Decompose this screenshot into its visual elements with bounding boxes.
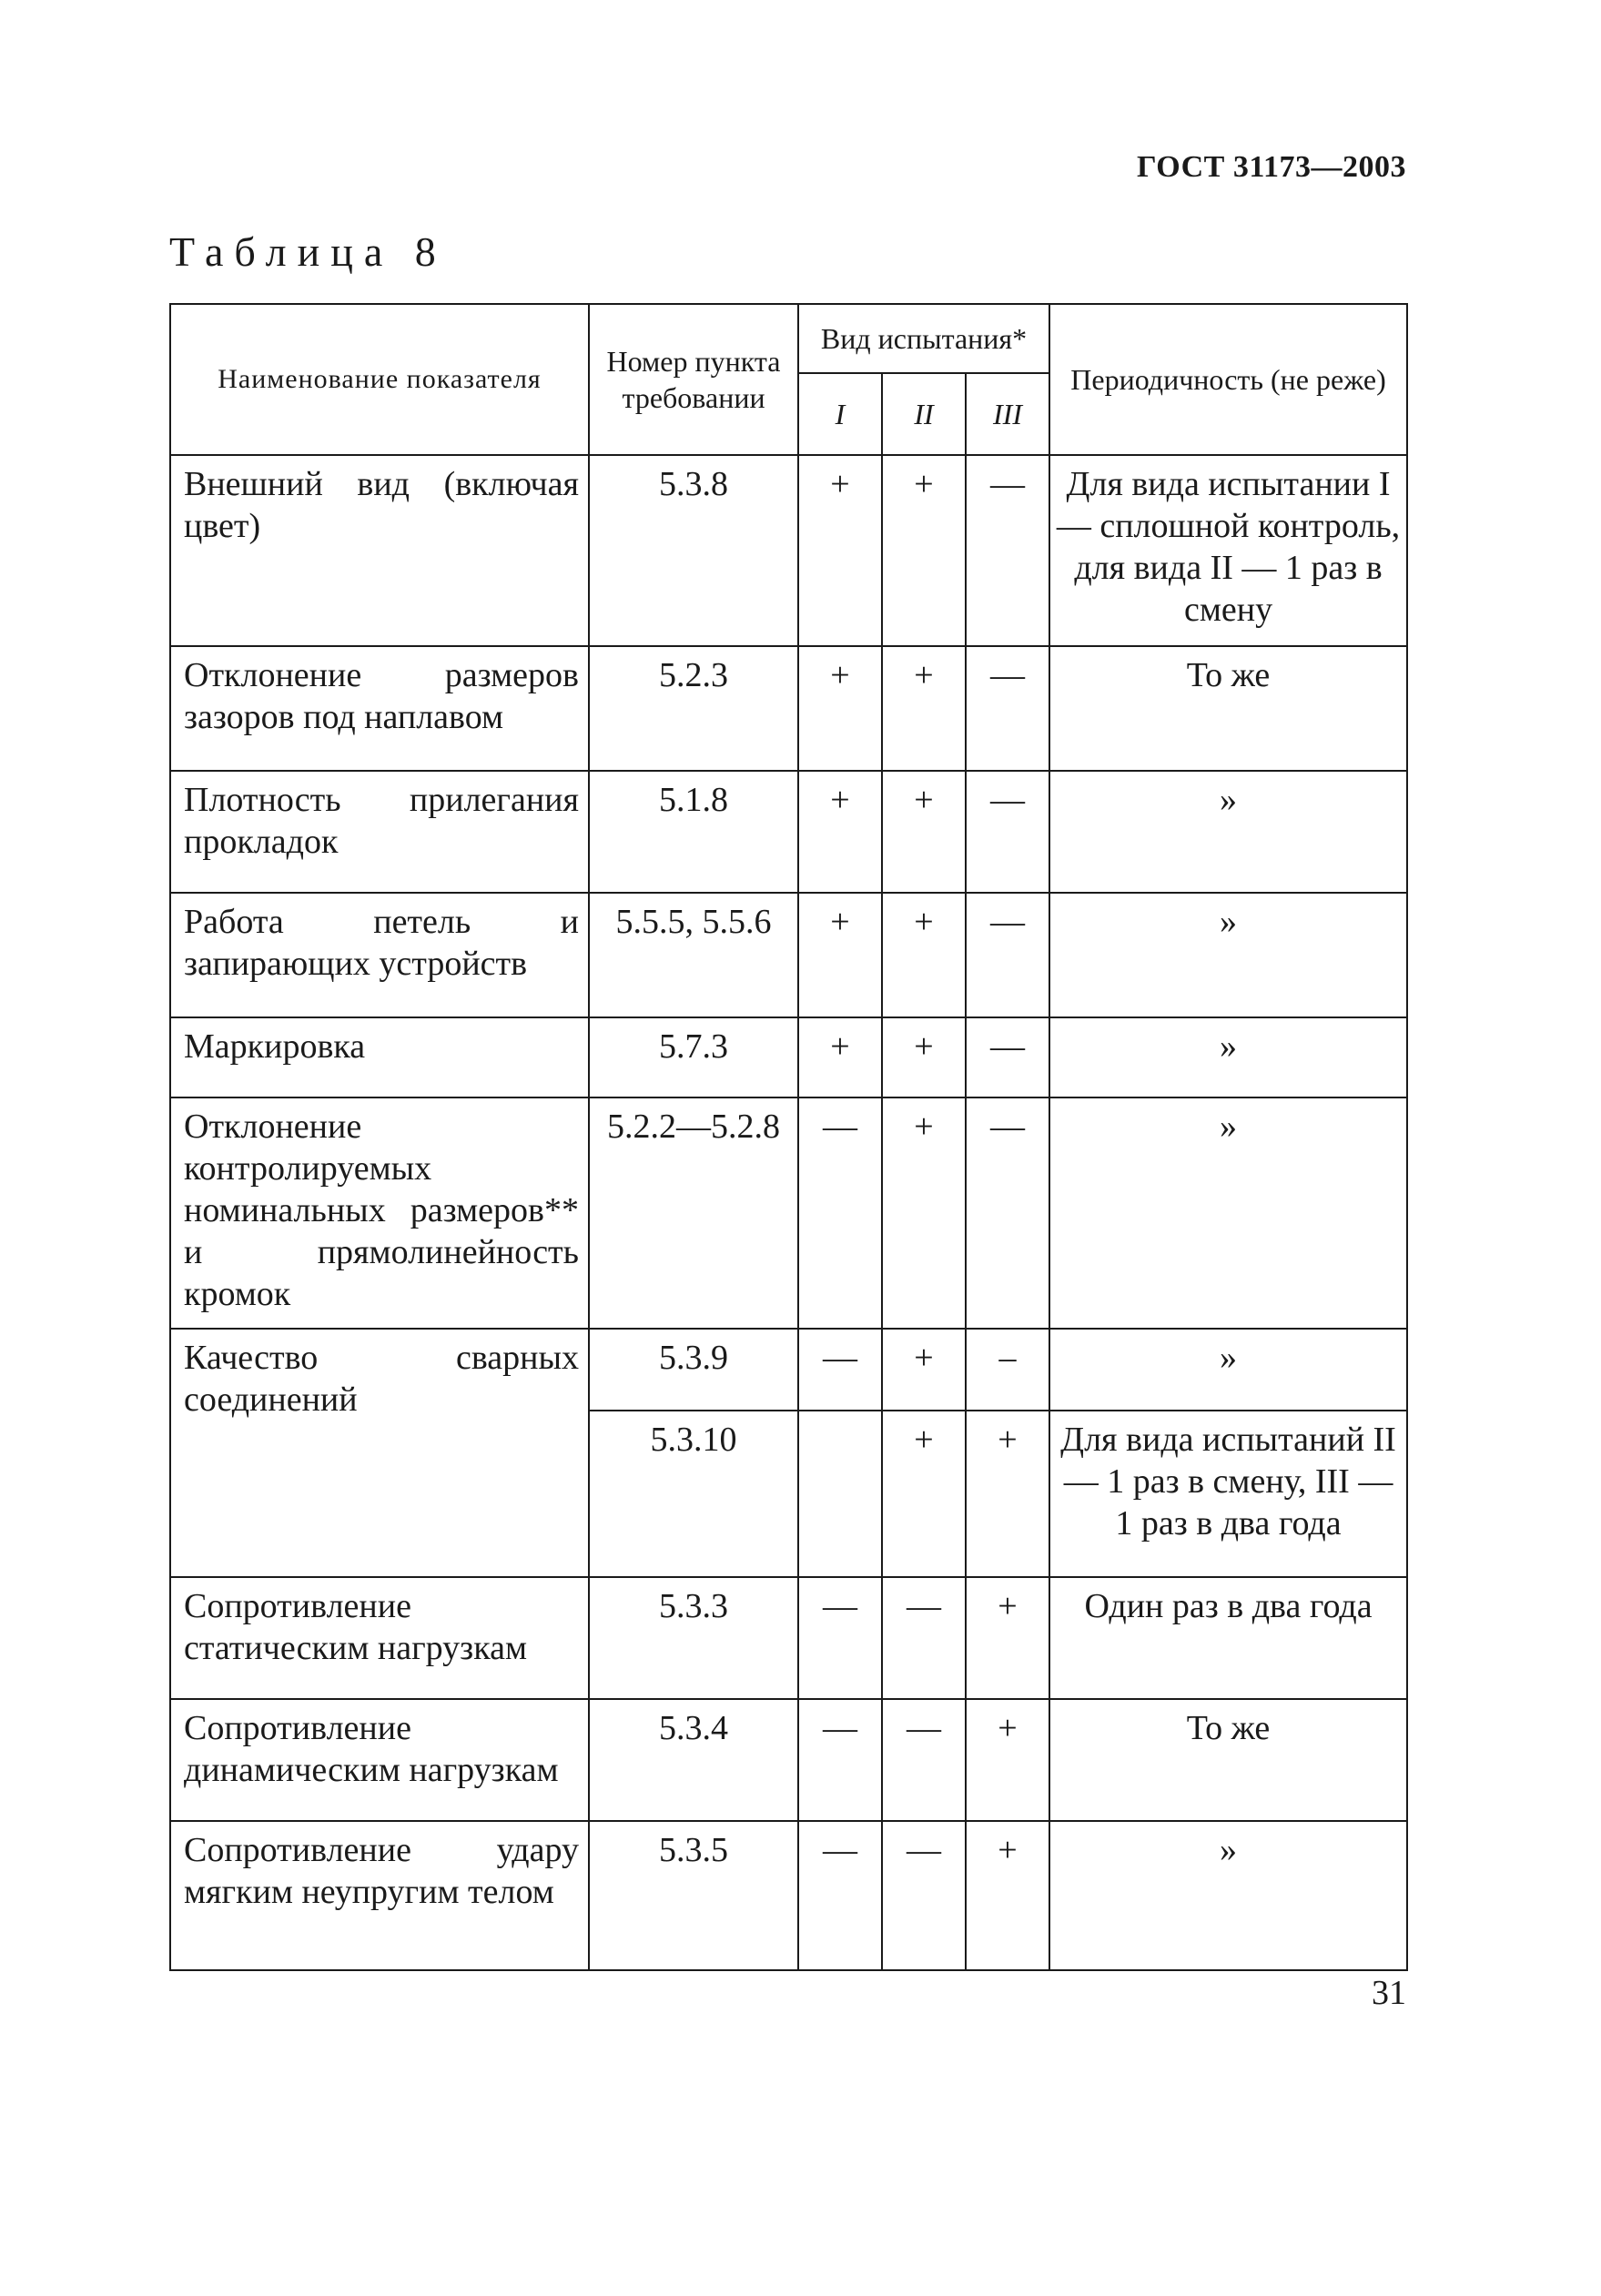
row-test-III: + <box>966 1577 1049 1699</box>
table-row <box>170 1821 1407 1970</box>
row-name: Качество сварных соединений <box>170 1329 589 1577</box>
row-periodicity: Для вида испытании I — сплошной контроль, для вида II — 1 раз в смену <box>1049 455 1407 646</box>
row-clause: 5.2.3 <box>589 646 798 771</box>
row-test-II: — <box>882 1577 966 1699</box>
row-clause: 5.3.4 <box>589 1699 798 1821</box>
row-test-III: — <box>966 893 1049 1017</box>
row-test-I: + <box>798 1017 882 1097</box>
row-test-II: — <box>882 1699 966 1821</box>
row-test-I: + <box>798 646 882 771</box>
row-name: Сопротивление удару мягким неупругим телом <box>170 1821 589 1970</box>
row-test-II: + <box>882 1329 966 1411</box>
row-test-I <box>798 1411 882 1577</box>
row-name: Отклонение контролируемых номинальных размеров** и прямолинейность кромок <box>170 1097 589 1329</box>
row-test-II: + <box>882 646 966 771</box>
row-periodicity: » <box>1049 771 1407 893</box>
row-test-II: + <box>882 1017 966 1097</box>
row-test-III: — <box>966 1097 1049 1329</box>
col-header-name: Наименование показателя <box>170 304 589 455</box>
row-name: Сопротивление динамическим нагрузкам <box>170 1699 589 1821</box>
row-name: Работа петель и запирающих устройств <box>170 893 589 1017</box>
row-test-I: + <box>798 455 882 646</box>
row-clause: 5.5.5, 5.5.6 <box>589 893 798 1017</box>
table-row <box>170 893 1407 1017</box>
col-header-test-I: I <box>798 373 882 455</box>
row-test-II: — <box>882 1821 966 1970</box>
row-clause: 5.2.2—5.2.8 <box>589 1097 798 1329</box>
row-test-II: + <box>882 455 966 646</box>
row-name: Маркировка <box>170 1017 589 1097</box>
table-row <box>170 771 1407 893</box>
row-periodicity: Один раз в два года <box>1049 1577 1407 1699</box>
row-test-I: + <box>798 771 882 893</box>
row-test-III: – <box>966 1329 1049 1411</box>
row-periodicity: » <box>1049 1017 1407 1097</box>
row-clause: 5.7.3 <box>589 1017 798 1097</box>
row-periodicity: » <box>1049 1097 1407 1329</box>
row-test-II: + <box>882 1411 966 1577</box>
row-test-III: — <box>966 771 1049 893</box>
document-id: ГОСТ 31173—2003 <box>1136 150 1406 184</box>
row-test-III: + <box>966 1411 1049 1577</box>
row-clause: 5.3.5 <box>589 1821 798 1970</box>
row-test-I: — <box>798 1097 882 1329</box>
row-test-II: + <box>882 1097 966 1329</box>
row-test-I: — <box>798 1329 882 1411</box>
row-test-I: — <box>798 1699 882 1821</box>
row-test-III: — <box>966 455 1049 646</box>
table-row <box>170 1699 1407 1821</box>
row-test-I: + <box>798 893 882 1017</box>
row-test-III: — <box>966 1017 1049 1097</box>
row-clause: 5.3.3 <box>589 1577 798 1699</box>
row-periodicity: » <box>1049 893 1407 1017</box>
row-test-I: — <box>798 1821 882 1970</box>
row-clause: 5.3.10 <box>589 1411 798 1577</box>
row-test-II: + <box>882 893 966 1017</box>
table-row <box>170 1577 1407 1699</box>
table-header-row <box>170 304 1407 373</box>
col-header-clause: Номер пункта требовании <box>589 304 798 455</box>
table-row <box>170 646 1407 771</box>
row-test-II: + <box>882 771 966 893</box>
row-name: Отклонение размеров зазоров под наплавом <box>170 646 589 771</box>
row-periodicity: То же <box>1049 1699 1407 1821</box>
row-test-III: + <box>966 1699 1049 1821</box>
row-test-III: + <box>966 1821 1049 1970</box>
row-name: Плотность прилегания прокладок <box>170 771 589 893</box>
spec-table <box>169 303 1408 1971</box>
row-clause: 5.3.9 <box>589 1329 798 1411</box>
row-periodicity: То же <box>1049 646 1407 771</box>
table-row <box>170 1017 1407 1097</box>
row-test-I: — <box>798 1577 882 1699</box>
col-header-test-III: III <box>966 373 1049 455</box>
table-caption: Таблица 8 <box>169 228 447 275</box>
row-name: Внешний вид (включая цвет) <box>170 455 589 646</box>
row-test-III: — <box>966 646 1049 771</box>
table-row <box>170 455 1407 646</box>
table-row <box>170 1329 1407 1411</box>
page-number: 31 <box>1372 1974 1406 2012</box>
col-header-test-type: Вид испытания* <box>798 304 1049 373</box>
col-header-periodicity: Периодичность (не реже) <box>1049 304 1407 455</box>
row-periodicity: Для вида испытаний II — 1 раз в смену, III — 1 раз в два года <box>1049 1411 1407 1577</box>
col-header-test-II: II <box>882 373 966 455</box>
table-row <box>170 1097 1407 1329</box>
row-clause: 5.3.8 <box>589 455 798 646</box>
row-clause: 5.1.8 <box>589 771 798 893</box>
row-name: Сопротивление статическим нагрузкам <box>170 1577 589 1699</box>
row-periodicity: » <box>1049 1329 1407 1411</box>
row-periodicity: » <box>1049 1821 1407 1970</box>
